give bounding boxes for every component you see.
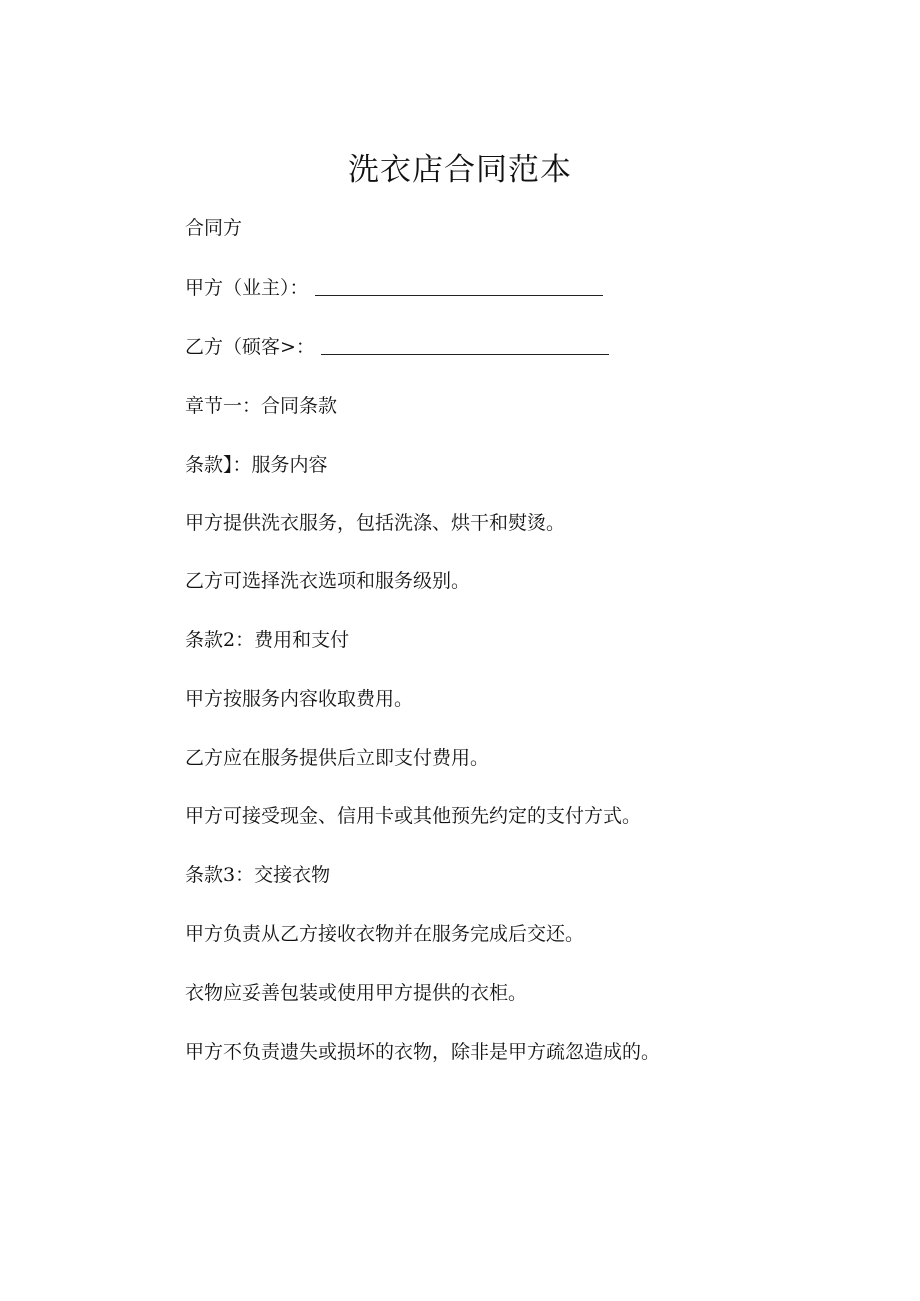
chapter-one-heading: 章节一：合同条款 (185, 395, 338, 417)
party-a-blank (315, 294, 603, 296)
party-a-line (185, 274, 603, 302)
clause-two-text-2: 乙方应在服务提供后立即支付费用。 (185, 747, 490, 769)
clause-two-heading: 条款2：费用和支付 (185, 629, 350, 651)
clause-one-text-1: 甲方提供洗衣服务，包括洗涤、烘干和熨烫。 (185, 512, 566, 534)
clause-three-text-2: 衣物应妥善包装或使用甲方提供的衣柜。 (185, 982, 528, 1004)
clause-two-text-1: 甲方按服务内容收取费用。 (185, 688, 414, 710)
contract-parties-heading: 合同方 (185, 217, 243, 239)
clause-three-text-3: 甲方不负责遗失或损坏的衣物，除非是甲方疏忽造成的。 (185, 1041, 661, 1063)
clause-one-text-2: 乙方可选择洗衣选项和服务级别。 (185, 570, 471, 592)
party-b-label: 乙方（硕客>： (185, 336, 315, 358)
party-b-blank (321, 353, 609, 355)
clause-one-heading: 条款】：服务内容 (185, 454, 328, 476)
party-a-label: 甲方（业主）： (185, 277, 309, 299)
document-title: 洗衣店合同范本 (348, 152, 572, 188)
clause-two-text-3: 甲方可接受现金、信用卡或其他预先约定的支付方式。 (185, 805, 642, 827)
clause-three-text-1: 甲方负责从乙方接收衣物并在服务完成后交还。 (185, 923, 585, 945)
clause-three-heading: 条款3：交接衣物 (185, 864, 331, 886)
party-b-line (185, 333, 609, 361)
